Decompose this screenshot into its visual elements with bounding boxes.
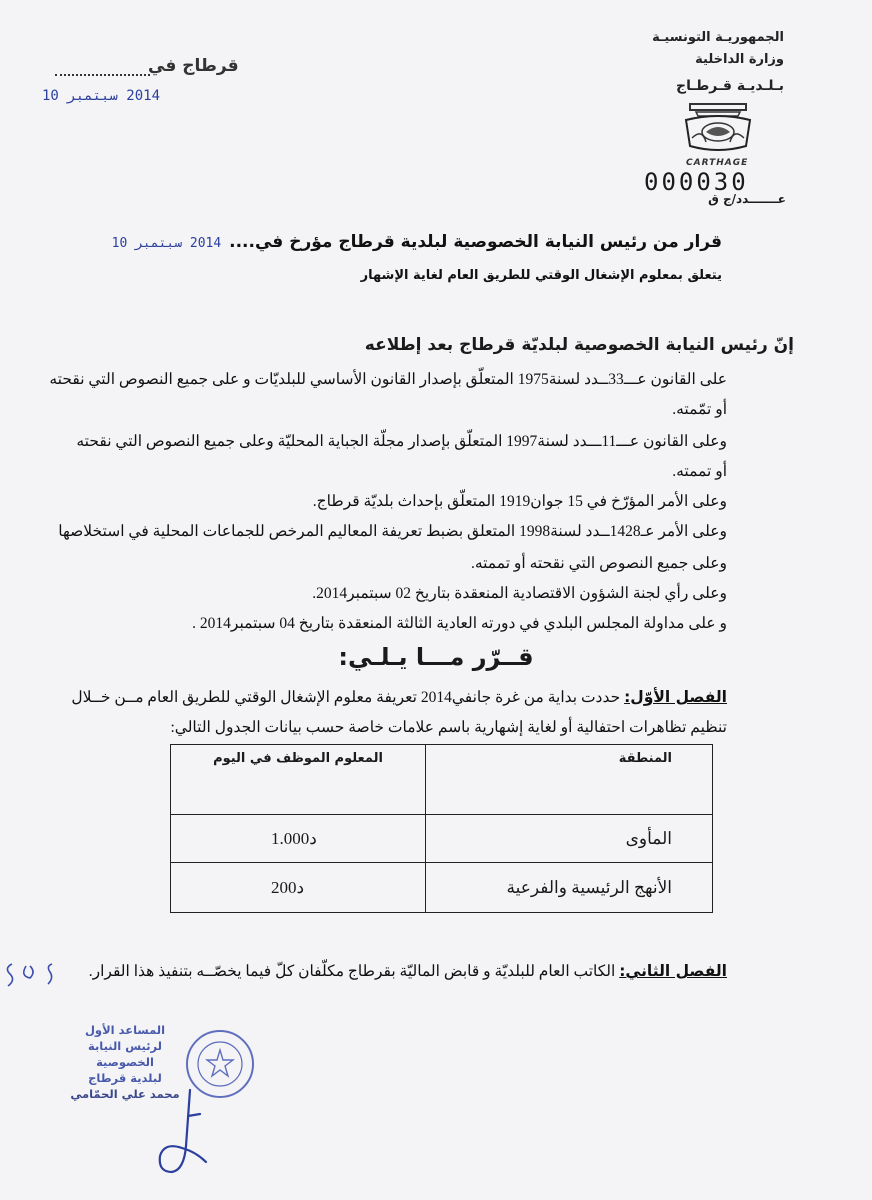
table-header-fee: المعلوم الموظف في اليوم <box>171 745 426 815</box>
article-2-label: الفصل الثاني: <box>619 962 727 980</box>
place-stamp: قرطاج في <box>148 56 239 76</box>
date-dots-divider <box>55 74 150 76</box>
header-ministry: وزارة الداخلية <box>695 52 784 67</box>
decision-title-date: 2014 سبتمبر 10 <box>111 236 222 251</box>
date-stamp: 2014 سبتمبر 10 <box>42 88 161 104</box>
article-1 <box>71 688 727 707</box>
table-cell-fee: 1.000د <box>171 815 426 863</box>
header-municipality: بـلـديـة قـرطـاج <box>675 78 784 94</box>
article-1-label: الفصل الأوّل: <box>624 688 727 706</box>
decision-heading: قــرّر مـــا يـلـي: <box>338 643 534 671</box>
reference-number: 000030 <box>644 168 749 196</box>
visa-line: أو تممته. <box>672 463 727 480</box>
visa-line: و على مداولة المجلس البلدي في دورته العادية الثالثة المنعقدة بتاريخ 04 سبتمبر2014 . <box>192 615 727 632</box>
visa-line: على القانون عـــ33ــدد لسنة1975 المتعلّق بإصدار القانون الأساسي للبلديّات و على جميع النصوص التي نقحته <box>49 371 727 388</box>
decision-subtitle: يتعلق بمعلوم الإشغال الوقتي للطريق العام لغاية الإشهار <box>360 268 722 283</box>
signature-line: محمد علي الحمّامي <box>70 1087 180 1101</box>
visa-line: وعلى الأمر عـ1428ــدد لسنة1998 المتعلق بضبط تعريفة المعاليم المرخص للجماعات المحلية في استخلاصها <box>58 523 727 540</box>
carthage-logo-icon <box>676 98 760 162</box>
decision-title-text: قرار من رئيس النيابة الخصوصية لبلدية قرطاج مؤرخ في.... <box>229 232 722 252</box>
signature-line: لبلدية قرطاج <box>88 1071 162 1085</box>
visa-line: وعلى القانون عـــ11ـــدد لسنة1997 المتعلّق بإصدار مجلّة الجباية المحليّة وعلى جميع النصوص التي نقحته <box>76 433 727 450</box>
intro-line: إنّ رئيس النيابة الخصوصية لبلديّة قرطاج بعد إطلاعه <box>364 335 794 355</box>
signature-line: لرئيس النيابة الخصوصية <box>87 1039 162 1069</box>
table-row <box>171 815 713 863</box>
visa-line: وعلى جميع النصوص التي نقحته أو تممته. <box>470 555 727 572</box>
decision-title <box>112 232 722 252</box>
visa-line: وعلى رأي لجنة الشؤون الاقتصادية المنعقدة بتاريخ 02 سبتمبر2014. <box>312 585 727 602</box>
logo-caption: CARTHAGE <box>686 158 749 168</box>
reference-label: عـــــــدد/ج ق <box>708 192 786 206</box>
table-cell-zone: الأنهج الرئيسية والفرعية <box>426 863 713 913</box>
signature-line: المساعد الأول <box>84 1023 166 1037</box>
table-header-zone: المنطقة <box>426 745 713 815</box>
table-cell-zone: المأوى <box>426 815 713 863</box>
margin-initials-icon <box>2 956 74 990</box>
header-country: الجمهوريـة التونسيـة <box>652 30 784 45</box>
article-1-text-cont: تنظيم تظاهرات احتفالية أو لغاية إشهارية باسم علامات خاصة حسب بيانات الجدول التالي: <box>170 719 727 736</box>
fee-table <box>170 744 713 913</box>
article-1-text: حددت بداية من غرة جانفي2014 تعريفة معلوم الإشغال الوقتي للطريق العام مــن خــلال <box>71 689 621 706</box>
table-header-row <box>171 745 713 815</box>
table-row <box>171 863 713 913</box>
visa-line: وعلى الأمر المؤرّخ في 15 جوان1919 المتعلّق بإحداث بلديّة قرطاج. <box>312 493 727 510</box>
handwritten-signature-icon <box>150 1086 230 1182</box>
article-2-text: الكاتب العام للبلديّة و قابض الماليّة بقرطاج مكلّفان كلّ فيما يخصّــه بتنفيذ هذا القرار. <box>88 963 616 980</box>
visa-line: أو تمّمته. <box>672 401 727 418</box>
article-2 <box>89 962 727 981</box>
table-cell-fee: 200د <box>171 863 426 913</box>
